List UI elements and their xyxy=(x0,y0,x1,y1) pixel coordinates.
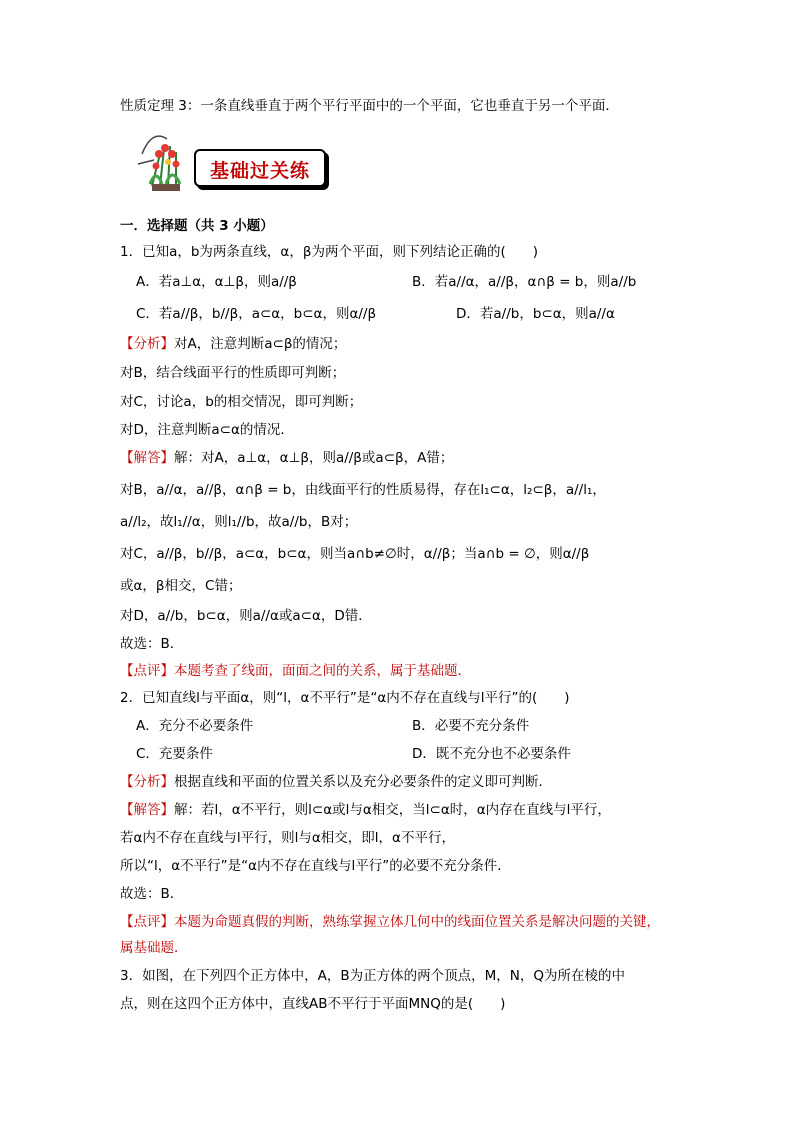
q3-stem-1: 3．如图，在下列四个正方体中，A，B为正方体的两个顶点，M，N，Q为所在棱的中 xyxy=(120,968,625,984)
q2-solution xyxy=(120,800,611,820)
q2-stem: 2．已知直线l与平面α，则“l，α不平行”是“α内不存在直线与l平行”的( ) xyxy=(120,690,570,706)
q2-option-a: A．充分不必要条件 xyxy=(136,718,254,734)
q1-solution-2: 对B，a//α，a//β，α∩β = b，由线面平行的性质易得，存在l₁⊂α，l₂⊂β，a//l₁， xyxy=(120,482,606,498)
section-heading: 一．选择题（共 3 小题） xyxy=(120,218,274,234)
q1-analysis-4: 对D，注意判断a⊂α的情况． xyxy=(120,422,294,438)
q2-option-b: B．必要不充分条件 xyxy=(412,718,530,734)
comment-tag: 【点评】 xyxy=(120,914,174,930)
q1-solution-6: 对D，a//b，b⊂α，则a//α或a⊂α，D错． xyxy=(120,608,372,624)
q1-comment xyxy=(120,661,471,681)
q1-option-c: C．若a//β，b//β，a⊂α，b⊂α，则α//β xyxy=(136,306,377,322)
analysis-tag: 【分析】 xyxy=(120,336,174,352)
solution-tag: 【解答】 xyxy=(120,802,174,818)
q2-answer: 故选：B． xyxy=(120,886,184,902)
q1-option-d: D．若a//b，b⊂α，则a//α xyxy=(456,306,615,322)
q2-analysis xyxy=(120,772,552,792)
q1-solution-5: 或α，β相交，C错； xyxy=(120,578,242,594)
q1-option-a: A．若a⊥α，α⊥β，则a//β xyxy=(136,274,297,290)
intro-theorem: 性质定理 3：一条直线垂直于两个平行平面中的一个平面，它也垂直于另一个平面． xyxy=(120,98,619,114)
q1-analysis xyxy=(120,334,346,354)
banner-title-box xyxy=(194,149,326,187)
q1-answer: 故选：B． xyxy=(120,636,184,652)
q2-comment-2: 属基础题． xyxy=(120,940,188,956)
analysis-tag: 【分析】 xyxy=(120,774,174,790)
q1-solution-1: 解：对A，a⊥α，α⊥β，则a//β或a⊂β，A错； xyxy=(174,450,454,466)
q2-comment-1: 本题为命题真假的判断，熟练掌握立体几何中的线面位置关系是解决问题的关键， xyxy=(174,914,660,930)
q3-stem-2: 点，则在这四个正方体中，直线AB不平行于平面MNQ的是( ) xyxy=(120,996,506,1012)
q2-solution-3: 所以“l，α不平行”是“α内不存在直线与l平行”的必要不充分条件． xyxy=(120,858,511,874)
q2-option-c: C．充要条件 xyxy=(136,746,213,762)
flower-pot-icon xyxy=(132,124,202,192)
comment-tag: 【点评】 xyxy=(120,663,174,679)
q2-solution-2: 若α内不存在直线与l平行，则l与α相交，即l，α不平行， xyxy=(120,830,455,846)
solution-tag: 【解答】 xyxy=(120,450,174,466)
q1-solution-4: 对C，a//β，b//β，a⊂α，b⊂α，则当a∩b≠∅时，α//β；当a∩b = ∅，则α//β xyxy=(120,546,590,562)
q1-analysis-3: 对C，讨论a，b的相交情况，即可判断； xyxy=(120,394,363,410)
banner-title: 基础过关练 xyxy=(209,160,310,182)
q2-solution-1: 解：若l，α不平行，则l⊂α或l与α相交，当l⊂α时，α内存在直线与l平行， xyxy=(174,802,611,818)
q1-solution xyxy=(120,448,453,468)
q1-comment-text: 本题考查了线面，面面之间的关系，属于基础题． xyxy=(174,663,471,679)
q2-option-d: D．既不充分也不必要条件 xyxy=(412,746,571,762)
q1-stem: 1．已知a，b为两条直线，α，β为两个平面，则下列结论正确的( ) xyxy=(120,244,538,260)
section-banner xyxy=(132,124,322,192)
q1-option-b: B．若a//α，a//β，α∩β = b，则a//b xyxy=(412,274,637,290)
q1-analysis-2: 对B，结合线面平行的性质即可判断； xyxy=(120,365,346,381)
q2-comment xyxy=(120,912,660,932)
q1-solution-3: a//l₂，故l₁//α，则l₁//b，故a//b，B对； xyxy=(120,514,358,530)
q2-analysis-text: 根据直线和平面的位置关系以及充分必要条件的定义即可判断． xyxy=(174,774,552,790)
q1-analysis-1: 对A，注意判断a⊂β的情况； xyxy=(174,336,347,352)
